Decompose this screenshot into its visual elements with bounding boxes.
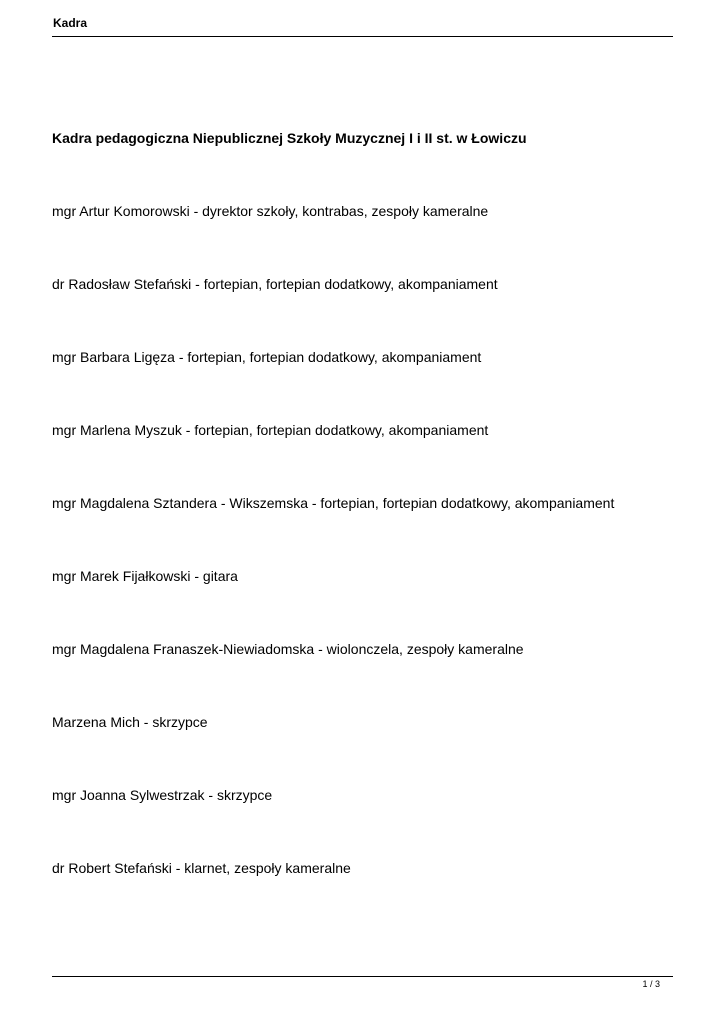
staff-item: dr Radosław Stefański - fortepian, fortepian dodatkowy, akompaniament xyxy=(52,276,498,292)
staff-item: mgr Marek Fijałkowski - gitara xyxy=(52,568,238,584)
header-title: Kadra xyxy=(53,16,88,30)
staff-item: mgr Joanna Sylwestrzak - skrzypce xyxy=(52,787,273,803)
staff-item: Marzena Mich - skrzypce xyxy=(52,714,208,730)
document-title: Kadra pedagogiczna Niepublicznej Szkoły Muzycznej I i II st. w Łowiczu xyxy=(52,130,527,146)
staff-item: mgr Artur Komorowski - dyrektor szkoły, kontrabas, zespoły kameralne xyxy=(52,203,489,219)
page-number: 1 / 3 xyxy=(642,979,660,989)
staff-item: mgr Magdalena Franaszek-Niewiadomska - wiolonczela, zespoły kameralne xyxy=(52,641,524,657)
footer-divider xyxy=(52,976,673,977)
staff-item: mgr Barbara Ligęza - fortepian, fortepian dodatkowy, akompaniament xyxy=(52,349,482,365)
staff-item: dr Robert Stefański - klarnet, zespoły kameralne xyxy=(52,860,351,876)
staff-item: mgr Marlena Myszuk - fortepian, fortepian dodatkowy, akompaniament xyxy=(52,422,489,438)
staff-item: mgr Magdalena Sztandera - Wikszemska - fortepian, fortepian dodatkowy, akompaniament xyxy=(52,495,615,511)
page-header xyxy=(52,15,673,37)
